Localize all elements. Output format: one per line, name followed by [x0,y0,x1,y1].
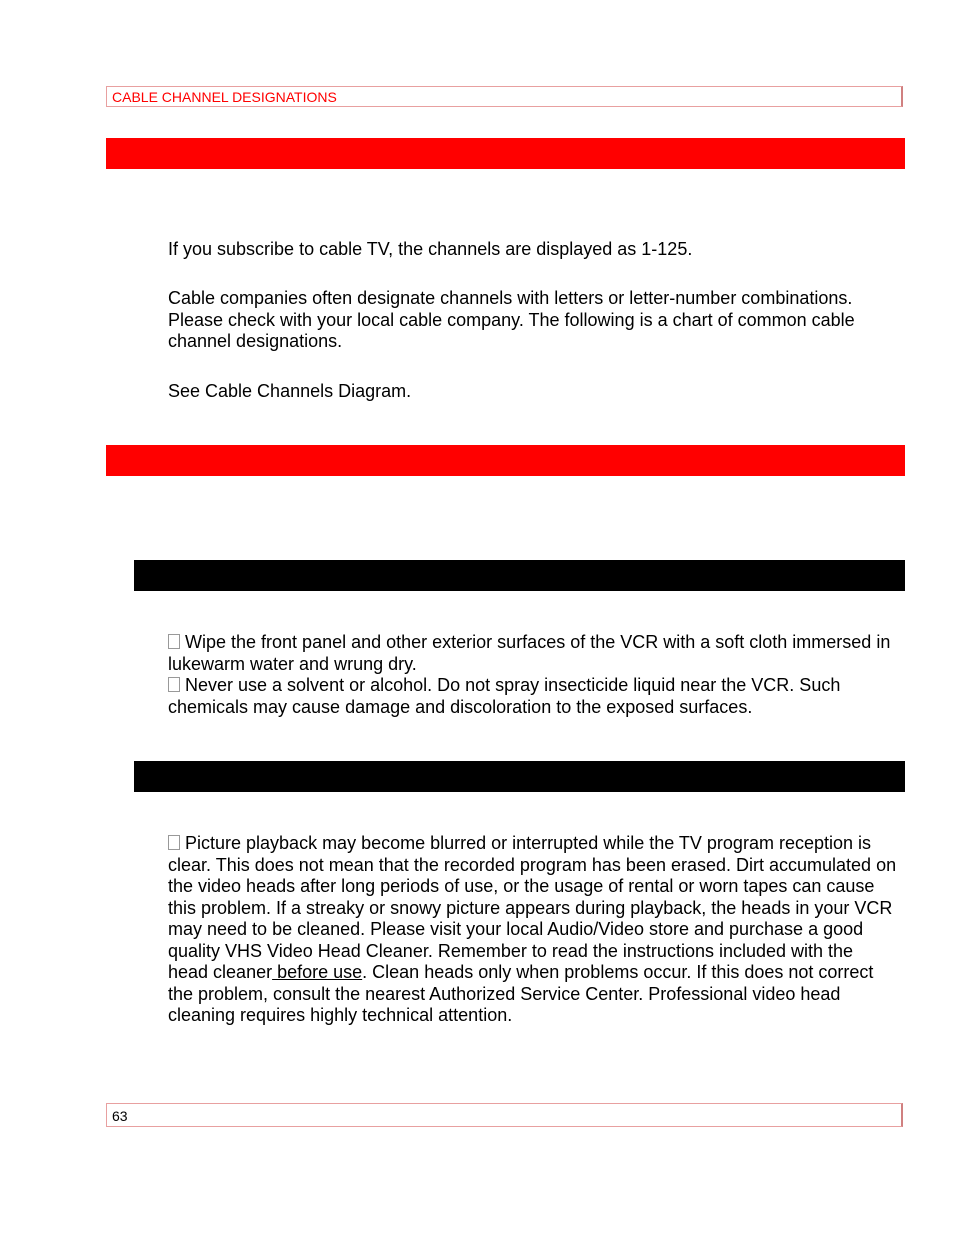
section-bar-cable-channels [106,138,905,169]
heads-paragraph [168,833,898,1027]
cabinet-bullet-text-2: Never use a solvent or alcohol. Do not spray insecticide liquid near the VCR. Such chemicals may cause damage and discoloration to the exposed surfaces. [168,675,841,717]
bullet-box-icon [168,634,180,649]
cabinet-bullet-list [168,632,898,718]
bullet-box-icon [168,835,180,850]
page-footer [106,1103,903,1127]
section-bar-maintenance [106,445,905,476]
page-header-title: CABLE CHANNEL DESIGNATIONS [112,89,337,105]
page-header [106,86,903,107]
cable-paragraph-2: Cable companies often designate channels with letters or letter-number combinations. Please check with your local cable company. The following is a chart of common cable channel designations. [168,288,855,351]
heads-text-underlined: before use [272,962,363,982]
page-number: 63 [112,1108,128,1124]
heads-text-before: Picture playback may become blurred or interrupted while the TV program reception is clear. This does not mean that the recorded program has been erased. Dirt accumulated on the video heads after long periods of use, or the usage of rental or worn tapes can cause this problem. If a streaky or snowy picture appears during playback, the heads in your VCR may need to be cleaned. Please visit your local Audio/Video store and purchase a good quality VHS Video Head Cleaner. Remember to read the instructions included with the head cleaner [168,833,897,982]
cabinet-bullet-text-1: Wipe the front panel and other exterior surfaces of the VCR with a soft cloth immersed in lukewarm water and wrung dry. [168,632,891,674]
subsection-bar-head-cleaning [134,761,905,792]
bullet-box-icon [168,677,180,692]
subsection-bar-cabinet-cleaning [134,560,905,591]
cabinet-bullet-item-1 [168,632,898,675]
heads-text-after: . Clean heads only when problems occur. If this does not correct the problem, consult the nearest Authorized Service Center. Professional video head cleaning requires highly technical attention. [168,962,874,1025]
cable-paragraph-3: See Cable Channels Diagram. [168,381,412,401]
cable-paragraph-1: If you subscribe to cable TV, the channels are displayed as 1-125. [168,239,693,259]
cabinet-bullet-item-2 [168,675,898,718]
